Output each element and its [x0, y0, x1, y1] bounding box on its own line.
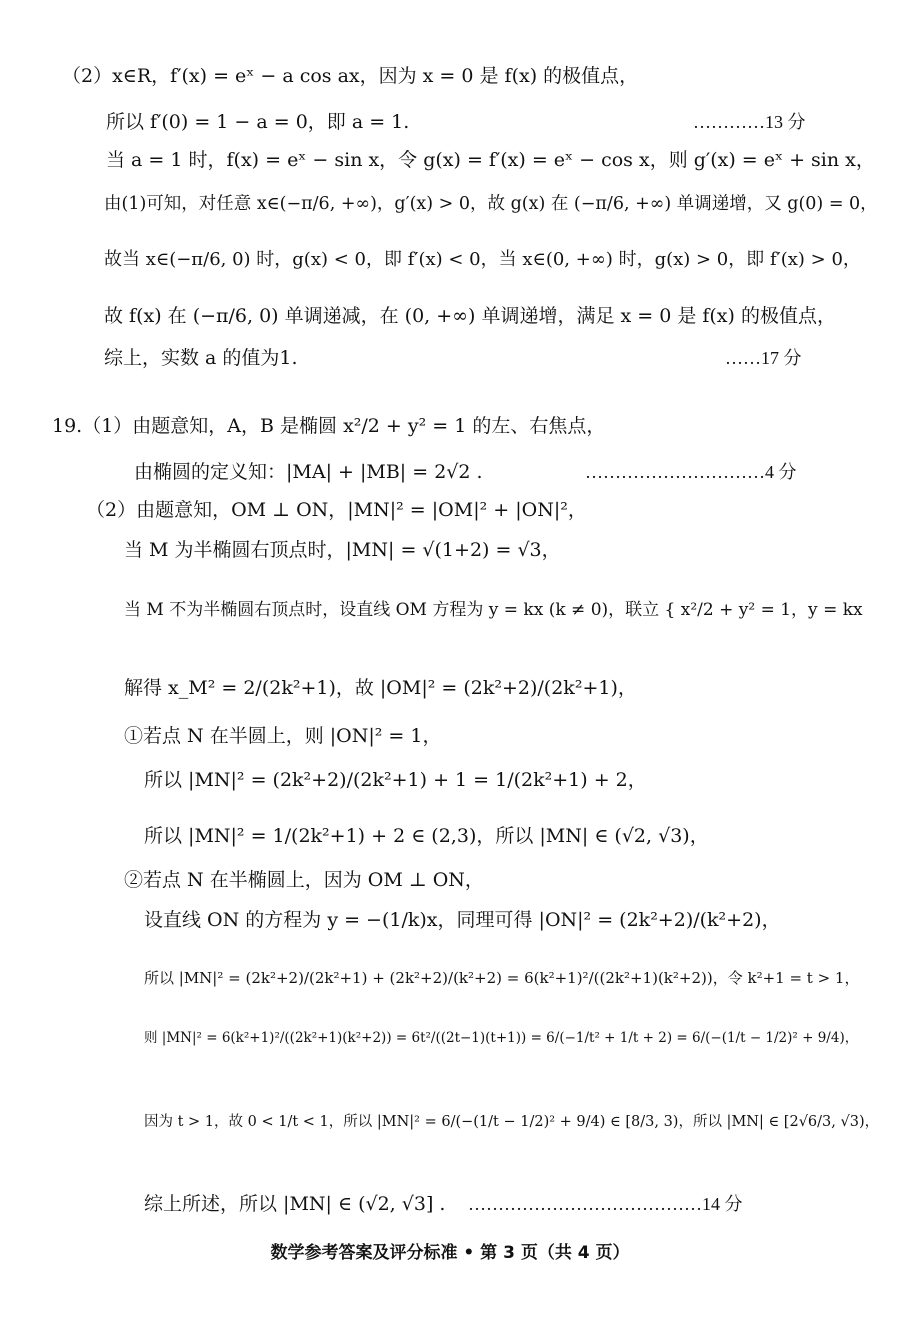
q19-line-12: 所以 |MN|² = (2k²+2)/(2k²+1) + (2k²+2)/(k²+2) = 6(k²+1)²/((2k²+1)(k²+2))，令 k²+1 = t > 1， — [144, 969, 860, 987]
q19-line-1: 19.（1）由题意知，A，B 是椭圆 x²/2 + y² = 1 的左、右焦点， — [52, 415, 606, 437]
q19-line-3: （2）由题意知，OM ⊥ ON，|MN|² = |OM|² + |ON|²， — [86, 499, 587, 521]
part2-line-1: （2）x∈R，f′(x) = eˣ − a cos ax，因为 x = 0 是 f(x) 的极值点， — [62, 65, 639, 87]
score-14: …………………………………14 分 — [468, 1194, 743, 1214]
part2-line-2: 所以 f′(0) = 1 − a = 0，即 a = 1. — [106, 111, 410, 133]
q19-line-7: ①若点 N 在半圆上，则 |ON|² = 1， — [124, 725, 442, 747]
q19-line-2: 由椭圆的定义知：|MA| + |MB| = 2√2 . — [134, 461, 483, 483]
q19-line-15: 综上所述，所以 |MN| ∈ (√2, √3] . — [144, 1193, 446, 1215]
part2-line-6: 故 f(x) 在 (−π/6, 0) 单调递减，在 (0, +∞) 单调递增，满足 x = 0 是 f(x) 的极值点， — [104, 305, 836, 327]
q19-line-11: 设直线 ON 的方程为 y = −(1/k)x，同理可得 |ON|² = (2k²+2)/(k²+2)， — [144, 909, 781, 931]
part2-line-5: 故当 x∈(−π/6, 0) 时，g(x) < 0，即 f′(x) < 0，当 x∈(0, +∞) 时，g(x) > 0，即 f′(x) > 0， — [104, 249, 861, 270]
q19-line-10: ②若点 N 在半椭圆上，因为 OM ⊥ ON， — [124, 869, 484, 891]
part2-line-4: 由(1)可知，对任意 x∈(−π/6, +∞)，g′(x) > 0，故 g(x) 在 (−π/6, +∞) 单调递增，又 g(0) = 0， — [104, 194, 878, 214]
q19-line-13: 则 |MN|² = 6(k²+1)²/((2k²+1)(k²+2)) = 6t²/((2t−1)(t+1)) = 6/(−1/t² + 1/t + 2) = 6/(−(1/t − 1/2)² + 9/4)， — [144, 1030, 859, 1046]
q19-line-6: 解得 x_M² = 2/(2k²+1)，故 |OM|² = (2k²+2)/(2k²+1)， — [124, 677, 637, 699]
q19-line-5: 当 M 不为半椭圆右顶点时，设直线 OM 方程为 y = kx (k ≠ 0)，联立 { x²/2 + y² = 1，y = kx — [124, 600, 863, 620]
q19-line-14: 因为 t > 1，故 0 < 1/t < 1，所以 |MN|² = 6/(−(1/t − 1/2)² + 9/4) ∈ [8/3, 3)，所以 |MN| ∈ [2√6/3, √3)， — [144, 1114, 880, 1130]
page-footer: 数学参考答案及评分标准 • 第 3 页（共 4 页） — [270, 1243, 630, 1263]
part2-line-3: 当 a = 1 时，f(x) = eˣ − sin x，令 g(x) = f′(x) = eˣ − cos x，则 g′(x) = eˣ + sin x， — [106, 149, 875, 171]
score-17: ……17 分 — [725, 348, 802, 368]
q19-line-9: 所以 |MN|² = 1/(2k²+1) + 2 ∈ (2,3)，所以 |MN| ∈ (√2, √3)， — [144, 825, 709, 847]
part2-line-7: 综上，实数 a 的值为1. — [104, 347, 298, 369]
score-4: …………………………4 分 — [585, 462, 797, 482]
score-13: …………13 分 — [693, 112, 806, 132]
q19-line-8: 所以 |MN|² = (2k²+2)/(2k²+1) + 1 = 1/(2k²+1) + 2， — [144, 769, 647, 791]
q19-line-4: 当 M 为半椭圆右顶点时，|MN| = √(1+2) = √3， — [124, 539, 561, 561]
